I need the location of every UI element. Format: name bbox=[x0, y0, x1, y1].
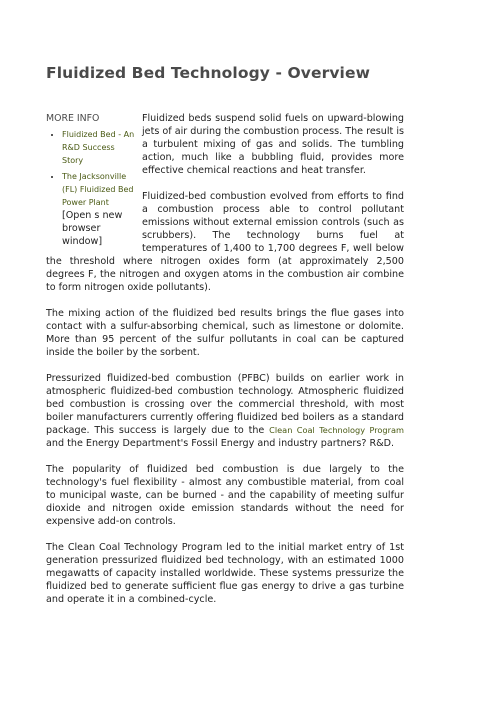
link-jacksonville-power-plant[interactable]: The Jacksonville (FL) Fluidized Bed Power Plant bbox=[62, 172, 134, 207]
list-item bbox=[62, 170, 136, 248]
paragraph-3: The mixing action of the fluidized bed results brings the flue gases into contact with a sulfur-absorbing chemical, such as limestone or dolomite. More than 95 percent of the sulfur pollutants in coal can be captured inside the boiler by the sorbent. bbox=[46, 308, 404, 358]
more-info-sidebar bbox=[46, 112, 136, 251]
more-info-heading: MORE INFO bbox=[46, 113, 100, 124]
list-item bbox=[62, 128, 136, 167]
page bbox=[46, 0, 404, 619]
paragraph-1: Fluidized beds suspend solid fuels on upward-blowing jets of air during the combustion process. The result is a turbulent mixing of gas and solids. The tumbling action, much like a bubbling fluid, provides more effective chemical reactions and heat transfer. bbox=[142, 113, 404, 176]
paragraph-4-text-a: Pressurized fluidized-bed combustion (PFBC) builds on earlier work in atmospheric fluidized-bed combustion technology. Atmospheric fluidized bed combustion is crossing over the commercial threshold, with most boiler manufacturers currently offering fluidized bed boilers as a standard package. This success is largely due to the bbox=[46, 373, 404, 436]
page-title: Fluidized Bed Technology - Overview bbox=[46, 64, 371, 82]
link-fluidized-bed-success-story[interactable]: Fluidized Bed - An R&D Success Story bbox=[62, 130, 135, 165]
paragraph-2: Fluidized-bed combustion evolved from efforts to find a combustion process able to control pollutant emissions without external emission controls (such as scrubbers). The technology burns fuel at temperatures of 1,400 to 1,700 degrees F, well below the threshold where nitrogen oxides form (at approximately 2,500 degrees F, the nitrogen and oxygen atoms in the combustion air combine to form nitrogen oxide pollutants). bbox=[46, 191, 404, 293]
article-content bbox=[46, 112, 404, 606]
paragraph-6: The Clean Coal Technology Program led to the initial market entry of 1st generation pressurized fluidized bed technology, with an estimated 1000 megawatts of capacity installed worldwide. These systems pressurize the fluidized bed to generate sufficient flue gas energy to drive a gas turbine and operate it in a combined-cycle. bbox=[46, 542, 404, 605]
new-window-note: [Open s new browser window] bbox=[62, 210, 123, 247]
link-clean-coal-program[interactable]: Clean Coal Technology Program bbox=[269, 425, 404, 435]
paragraph-4-text-b: and the Energy Department's Fossil Energy and industry partners? R&D. bbox=[46, 438, 395, 449]
more-info-list bbox=[46, 128, 136, 248]
paragraph-4 bbox=[46, 372, 404, 450]
paragraph-5: The popularity of fluidized bed combustion is due largely to the technology's fuel flexibility - almost any combustible material, from coal to municipal waste, can be burned - and the capability of meeting sulfur dioxide and nitrogen oxide emission standards without the need for expensive add-on controls. bbox=[46, 464, 404, 527]
